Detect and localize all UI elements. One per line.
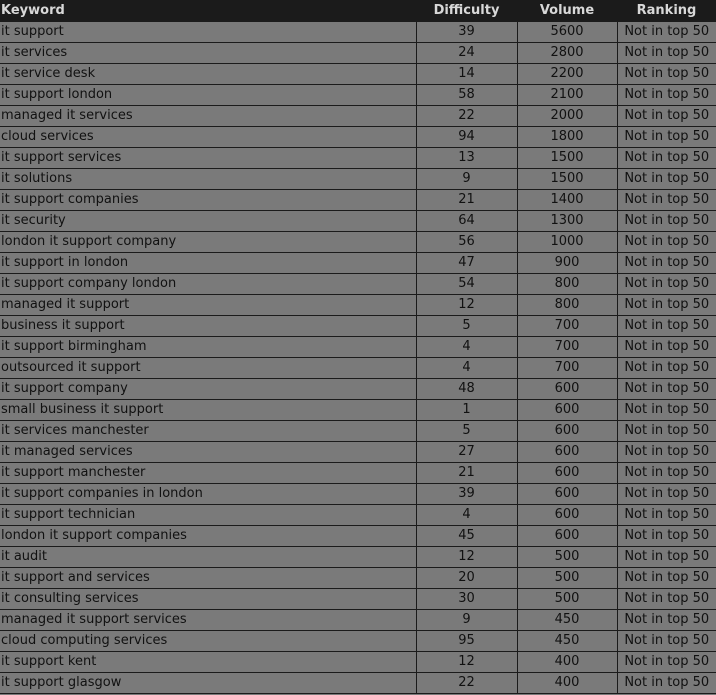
table-row [0,505,716,526]
ranking-cell: Not in top 50 [617,379,716,400]
keyword-cell: managed it support [0,295,416,316]
ranking-cell: Not in top 50 [617,169,716,190]
table-row [0,232,716,253]
keyword-cell: outsourced it support [0,358,416,379]
volume-cell: 600 [517,379,617,400]
ranking-cell: Not in top 50 [617,232,716,253]
keyword-cell: it managed services [0,442,416,463]
header-row [0,0,716,22]
volume-cell: 1500 [517,169,617,190]
table-row [0,400,716,421]
ranking-cell: Not in top 50 [617,505,716,526]
volume-cell: 400 [517,673,617,694]
keyword-cell: managed it services [0,106,416,127]
difficulty-cell: 13 [416,148,517,169]
keyword-cell: it support services [0,148,416,169]
difficulty-cell: 5 [416,421,517,442]
keyword-cell: it support company [0,379,416,400]
difficulty-cell: 4 [416,358,517,379]
volume-cell: 600 [517,463,617,484]
difficulty-cell: 14 [416,64,517,85]
ranking-cell: Not in top 50 [617,316,716,337]
volume-cell: 800 [517,295,617,316]
volume-cell: 400 [517,652,617,673]
table-row [0,127,716,148]
table-body [0,22,716,694]
difficulty-cell: 12 [416,295,517,316]
table-row [0,358,716,379]
header-ranking[interactable]: Ranking [617,0,716,22]
difficulty-cell: 4 [416,505,517,526]
ranking-cell: Not in top 50 [617,253,716,274]
keyword-cell: it support company london [0,274,416,295]
table-row [0,337,716,358]
keyword-cell: it services manchester [0,421,416,442]
ranking-cell: Not in top 50 [617,400,716,421]
difficulty-cell: 22 [416,673,517,694]
difficulty-cell: 95 [416,631,517,652]
table-row [0,547,716,568]
ranking-cell: Not in top 50 [617,106,716,127]
difficulty-cell: 9 [416,169,517,190]
keyword-cell: small business it support [0,400,416,421]
keyword-cell: it support companies [0,190,416,211]
volume-cell: 500 [517,589,617,610]
header-volume[interactable]: Volume [517,0,617,22]
volume-cell: 1500 [517,148,617,169]
keyword-cell: it support london [0,85,416,106]
ranking-cell: Not in top 50 [617,547,716,568]
ranking-cell: Not in top 50 [617,526,716,547]
table-row [0,190,716,211]
ranking-cell: Not in top 50 [617,190,716,211]
volume-cell: 800 [517,274,617,295]
ranking-cell: Not in top 50 [617,484,716,505]
volume-cell: 2800 [517,43,617,64]
ranking-cell: Not in top 50 [617,85,716,106]
keyword-cell: it consulting services [0,589,416,610]
difficulty-cell: 21 [416,463,517,484]
header-difficulty[interactable]: Difficulty [416,0,517,22]
keyword-cell: it support in london [0,253,416,274]
ranking-cell: Not in top 50 [617,610,716,631]
difficulty-cell: 39 [416,484,517,505]
volume-cell: 1800 [517,127,617,148]
table-row [0,421,716,442]
ranking-cell: Not in top 50 [617,652,716,673]
difficulty-cell: 21 [416,190,517,211]
difficulty-cell: 22 [416,106,517,127]
ranking-cell: Not in top 50 [617,358,716,379]
difficulty-cell: 39 [416,22,517,43]
table-row [0,610,716,631]
volume-cell: 600 [517,505,617,526]
keyword-cell: it support technician [0,505,416,526]
difficulty-cell: 20 [416,568,517,589]
ranking-cell: Not in top 50 [617,43,716,64]
volume-cell: 600 [517,400,617,421]
volume-cell: 450 [517,631,617,652]
keyword-cell: it audit [0,547,416,568]
volume-cell: 600 [517,526,617,547]
difficulty-cell: 12 [416,652,517,673]
ranking-cell: Not in top 50 [617,589,716,610]
table-row [0,148,716,169]
table-row [0,43,716,64]
difficulty-cell: 30 [416,589,517,610]
ranking-cell: Not in top 50 [617,337,716,358]
table-row [0,568,716,589]
keyword-cell: it service desk [0,64,416,85]
table-row [0,22,716,43]
keyword-cell: cloud computing services [0,631,416,652]
ranking-cell: Not in top 50 [617,64,716,85]
keyword-cell: it support [0,22,416,43]
table-row [0,589,716,610]
keyword-cell: it solutions [0,169,416,190]
volume-cell: 600 [517,484,617,505]
table-row [0,106,716,127]
ranking-cell: Not in top 50 [617,211,716,232]
volume-cell: 450 [517,610,617,631]
keyword-cell: managed it support services [0,610,416,631]
volume-cell: 900 [517,253,617,274]
header-keyword[interactable]: Keyword [0,0,416,22]
ranking-cell: Not in top 50 [617,127,716,148]
difficulty-cell: 48 [416,379,517,400]
ranking-cell: Not in top 50 [617,22,716,43]
ranking-cell: Not in top 50 [617,631,716,652]
table-row [0,169,716,190]
difficulty-cell: 9 [416,610,517,631]
volume-cell: 500 [517,568,617,589]
table-row [0,484,716,505]
ranking-cell: Not in top 50 [617,421,716,442]
keyword-cell: it support birmingham [0,337,416,358]
keyword-cell: london it support company [0,232,416,253]
difficulty-cell: 58 [416,85,517,106]
table-row [0,673,716,694]
keyword-cell: it security [0,211,416,232]
keyword-cell: it support and services [0,568,416,589]
volume-cell: 1300 [517,211,617,232]
keyword-cell: business it support [0,316,416,337]
volume-cell: 500 [517,547,617,568]
table-row [0,652,716,673]
table-row [0,442,716,463]
ranking-cell: Not in top 50 [617,442,716,463]
table-row [0,526,716,547]
difficulty-cell: 1 [416,400,517,421]
keyword-cell: london it support companies [0,526,416,547]
volume-cell: 700 [517,337,617,358]
keyword-cell: it support companies in london [0,484,416,505]
ranking-cell: Not in top 50 [617,295,716,316]
table-row [0,64,716,85]
ranking-cell: Not in top 50 [617,673,716,694]
table-row [0,85,716,106]
keyword-cell: it support manchester [0,463,416,484]
volume-cell: 1000 [517,232,617,253]
volume-cell: 2200 [517,64,617,85]
difficulty-cell: 27 [416,442,517,463]
table-row [0,295,716,316]
difficulty-cell: 4 [416,337,517,358]
volume-cell: 700 [517,316,617,337]
ranking-cell: Not in top 50 [617,148,716,169]
table-row [0,274,716,295]
difficulty-cell: 24 [416,43,517,64]
difficulty-cell: 5 [416,316,517,337]
difficulty-cell: 54 [416,274,517,295]
ranking-cell: Not in top 50 [617,274,716,295]
table-row [0,253,716,274]
table-row [0,379,716,400]
volume-cell: 5600 [517,22,617,43]
volume-cell: 700 [517,358,617,379]
volume-cell: 2100 [517,85,617,106]
table-header [0,0,716,22]
table-row [0,463,716,484]
difficulty-cell: 45 [416,526,517,547]
volume-cell: 1400 [517,190,617,211]
table-row [0,316,716,337]
difficulty-cell: 56 [416,232,517,253]
difficulty-cell: 12 [416,547,517,568]
ranking-cell: Not in top 50 [617,568,716,589]
keyword-cell: it support glasgow [0,673,416,694]
difficulty-cell: 94 [416,127,517,148]
volume-cell: 2000 [517,106,617,127]
keyword-cell: cloud services [0,127,416,148]
table-row [0,211,716,232]
keyword-cell: it support kent [0,652,416,673]
difficulty-cell: 47 [416,253,517,274]
ranking-cell: Not in top 50 [617,463,716,484]
keyword-cell: it services [0,43,416,64]
volume-cell: 600 [517,421,617,442]
difficulty-cell: 64 [416,211,517,232]
volume-cell: 600 [517,442,617,463]
table-row [0,631,716,652]
